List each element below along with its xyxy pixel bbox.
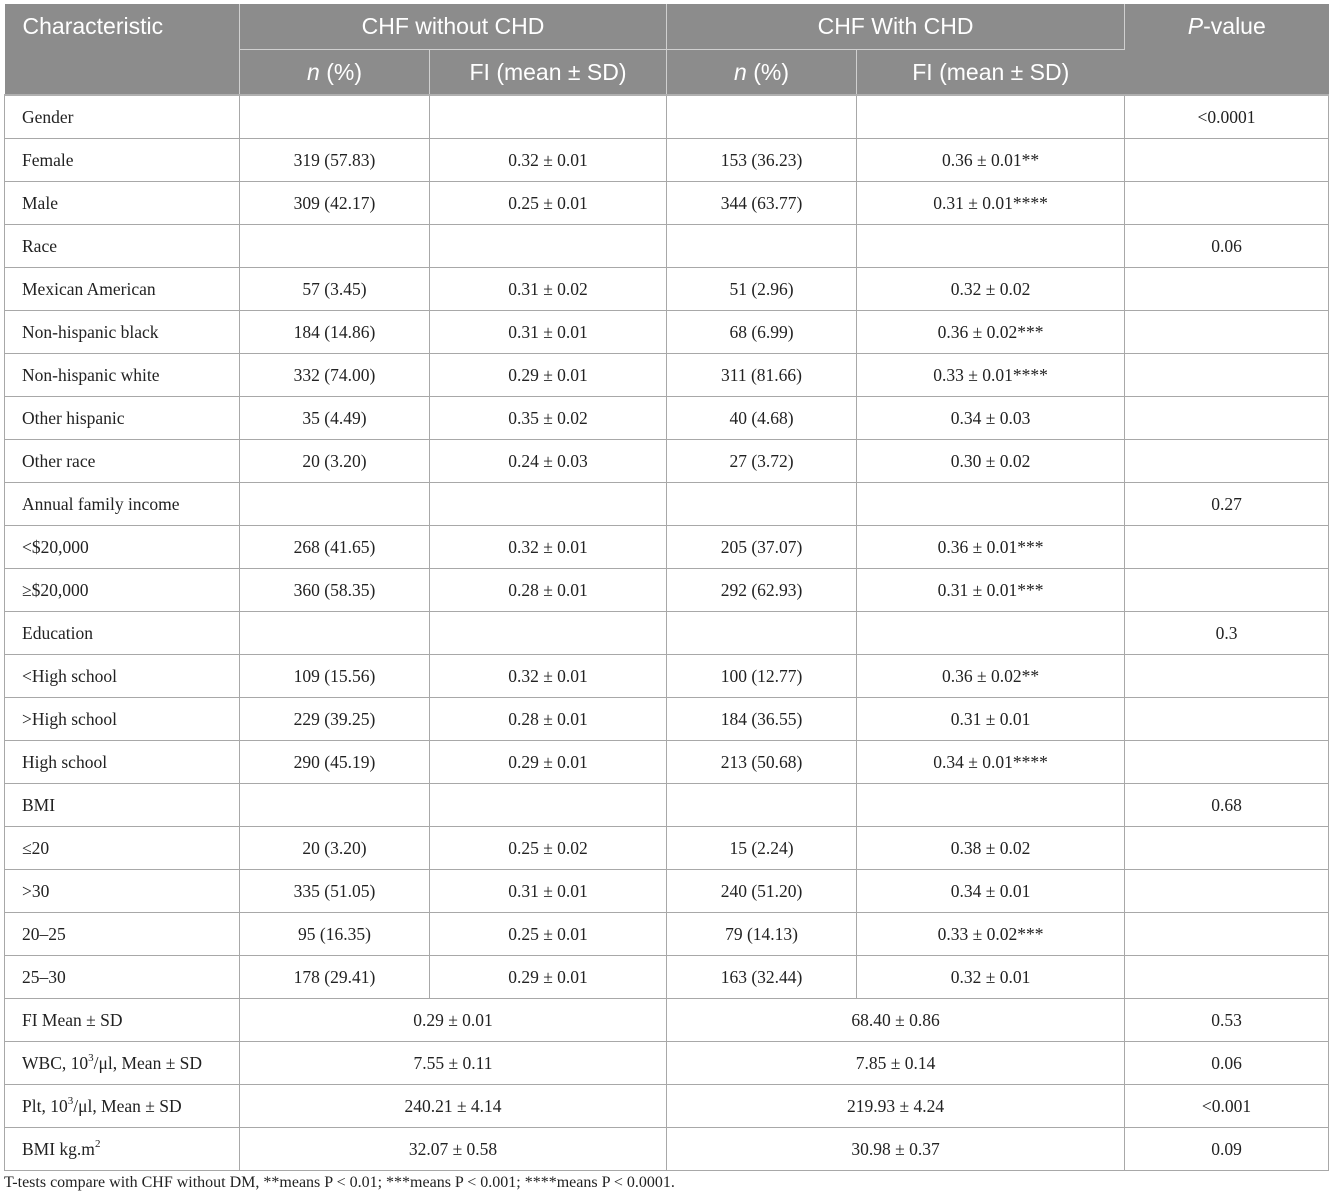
cell-fi-with-chd — [857, 612, 1125, 655]
cell-n-with-chd — [667, 483, 857, 526]
table-row-summary — [5, 1085, 1329, 1128]
header-n-rest-2: (%) — [746, 58, 789, 85]
cell-without-chd-merged: 7.55 ± 0.11 — [240, 1042, 667, 1085]
header-p-value — [1125, 4, 1329, 95]
cell-p-value: 0.06 — [1125, 1042, 1329, 1085]
cell-characteristic: Non-hispanic white — [5, 354, 240, 397]
cell-characteristic: 25–30 — [5, 956, 240, 999]
cell-fi-without-chd — [430, 95, 667, 139]
cell-characteristic — [5, 1128, 240, 1171]
label-superscript: 3 — [67, 1094, 74, 1107]
characteristics-table-container — [4, 4, 1328, 1171]
table-row-summary — [5, 999, 1329, 1042]
cell-n-with-chd — [667, 95, 857, 139]
cell-n-without-chd — [240, 95, 430, 139]
label-text: WBC, 10 — [22, 1052, 89, 1073]
cell-n-without-chd — [240, 784, 430, 827]
cell-characteristic: >High school — [5, 698, 240, 741]
cell-characteristic: Education — [5, 612, 240, 655]
cell-characteristic: >30 — [5, 870, 240, 913]
cell-fi-with-chd: 0.34 ± 0.03 — [857, 397, 1125, 440]
cell-fi-without-chd: 0.25 ± 0.02 — [430, 827, 667, 870]
cell-fi-with-chd: 0.36 ± 0.01** — [857, 139, 1125, 182]
cell-n-without-chd: 178 (29.41) — [240, 956, 430, 999]
header-n-italic-2: n — [734, 58, 747, 85]
cell-p-value — [1125, 827, 1329, 870]
cell-p-value — [1125, 311, 1329, 354]
cell-n-without-chd: 184 (14.86) — [240, 311, 430, 354]
cell-p-value: 0.27 — [1125, 483, 1329, 526]
cell-fi-without-chd: 0.31 ± 0.01 — [430, 870, 667, 913]
header-chf-with-chd: CHF With CHD — [667, 4, 1125, 50]
table-row — [5, 268, 1329, 311]
cell-p-value — [1125, 268, 1329, 311]
cell-fi-with-chd — [857, 784, 1125, 827]
cell-n-with-chd: 153 (36.23) — [667, 139, 857, 182]
cell-fi-without-chd: 0.24 ± 0.03 — [430, 440, 667, 483]
cell-n-with-chd: 51 (2.96) — [667, 268, 857, 311]
cell-fi-without-chd: 0.25 ± 0.01 — [430, 913, 667, 956]
cell-p-value — [1125, 182, 1329, 225]
cell-with-chd-merged: 7.85 ± 0.14 — [667, 1042, 1125, 1085]
cell-fi-with-chd: 0.31 ± 0.01 — [857, 698, 1125, 741]
cell-n-with-chd: 292 (62.93) — [667, 569, 857, 612]
cell-p-value: <0.001 — [1125, 1085, 1329, 1128]
label-superscript: 2 — [94, 1137, 101, 1150]
cell-n-with-chd — [667, 612, 857, 655]
label-superscript: 3 — [88, 1051, 94, 1064]
cell-characteristic — [5, 999, 240, 1042]
cell-n-with-chd: 100 (12.77) — [667, 655, 857, 698]
characteristics-table — [4, 4, 1329, 1171]
table-row — [5, 397, 1329, 440]
cell-p-value — [1125, 354, 1329, 397]
cell-n-with-chd: 27 (3.72) — [667, 440, 857, 483]
cell-p-value — [1125, 569, 1329, 612]
cell-p-value: 0.53 — [1125, 999, 1329, 1042]
cell-n-without-chd: 35 (4.49) — [240, 397, 430, 440]
table-row — [5, 655, 1329, 698]
cell-without-chd-merged: 0.29 ± 0.01 — [240, 999, 667, 1042]
cell-n-without-chd: 360 (58.35) — [240, 569, 430, 612]
cell-p-value — [1125, 440, 1329, 483]
table-row — [5, 354, 1329, 397]
cell-fi-with-chd: 0.30 ± 0.02 — [857, 440, 1125, 483]
cell-n-with-chd: 311 (81.66) — [667, 354, 857, 397]
cell-n-with-chd: 15 (2.24) — [667, 827, 857, 870]
label-text: Plt, 10 — [22, 1095, 68, 1116]
cell-characteristic: <$20,000 — [5, 526, 240, 569]
cell-n-with-chd: 240 (51.20) — [667, 870, 857, 913]
cell-characteristic: Other race — [5, 440, 240, 483]
cell-characteristic: BMI — [5, 784, 240, 827]
cell-fi-with-chd — [857, 95, 1125, 139]
cell-n-without-chd: 290 (45.19) — [240, 741, 430, 784]
cell-n-with-chd: 163 (32.44) — [667, 956, 857, 999]
label-suffix: /μl, Mean ± SD — [73, 1095, 182, 1116]
cell-characteristic: 20–25 — [5, 913, 240, 956]
cell-fi-with-chd: 0.32 ± 0.02 — [857, 268, 1125, 311]
header-p-rest: -value — [1203, 13, 1266, 39]
cell-n-with-chd — [667, 784, 857, 827]
table-row — [5, 741, 1329, 784]
cell-n-with-chd: 40 (4.68) — [667, 397, 857, 440]
table-row — [5, 870, 1329, 913]
table-row — [5, 612, 1329, 655]
cell-without-chd-merged: 32.07 ± 0.58 — [240, 1128, 667, 1171]
cell-characteristic: ≤20 — [5, 827, 240, 870]
cell-characteristic: Other hispanic — [5, 397, 240, 440]
cell-fi-without-chd: 0.31 ± 0.02 — [430, 268, 667, 311]
cell-fi-with-chd — [857, 225, 1125, 268]
cell-n-with-chd: 213 (50.68) — [667, 741, 857, 784]
cell-p-value: 0.09 — [1125, 1128, 1329, 1171]
cell-with-chd-merged: 219.93 ± 4.24 — [667, 1085, 1125, 1128]
header-p-italic: P — [1187, 13, 1204, 39]
cell-n-without-chd: 332 (74.00) — [240, 354, 430, 397]
header-chf-without-chd: CHF without CHD — [240, 4, 667, 50]
cell-fi-without-chd — [430, 612, 667, 655]
cell-p-value — [1125, 397, 1329, 440]
cell-without-chd-merged: 240.21 ± 4.14 — [240, 1085, 667, 1128]
table-row — [5, 956, 1329, 999]
cell-characteristic — [5, 1042, 240, 1085]
cell-p-value — [1125, 655, 1329, 698]
cell-fi-without-chd: 0.28 ± 0.01 — [430, 698, 667, 741]
cell-characteristic: Mexican American — [5, 268, 240, 311]
cell-fi-with-chd: 0.31 ± 0.01**** — [857, 182, 1125, 225]
cell-fi-with-chd: 0.33 ± 0.01**** — [857, 354, 1125, 397]
cell-fi-without-chd — [430, 784, 667, 827]
cell-with-chd-merged: 30.98 ± 0.37 — [667, 1128, 1125, 1171]
cell-fi-without-chd — [430, 225, 667, 268]
cell-characteristic: Female — [5, 139, 240, 182]
table-row — [5, 827, 1329, 870]
cell-n-without-chd — [240, 225, 430, 268]
cell-n-without-chd: 319 (57.83) — [240, 139, 430, 182]
cell-fi-without-chd: 0.32 ± 0.01 — [430, 655, 667, 698]
label-text: FI Mean ± SD — [22, 1009, 123, 1030]
table-row-summary — [5, 1042, 1329, 1085]
label-text: BMI kg.m — [22, 1138, 95, 1159]
cell-fi-without-chd: 0.29 ± 0.01 — [430, 741, 667, 784]
cell-n-without-chd: 20 (3.20) — [240, 827, 430, 870]
cell-fi-without-chd: 0.29 ± 0.01 — [430, 956, 667, 999]
table-row — [5, 913, 1329, 956]
cell-fi-without-chd: 0.28 ± 0.01 — [430, 569, 667, 612]
cell-fi-with-chd: 0.36 ± 0.02** — [857, 655, 1125, 698]
table-row-summary — [5, 1128, 1329, 1171]
cell-n-without-chd: 268 (41.65) — [240, 526, 430, 569]
cell-p-value: 0.3 — [1125, 612, 1329, 655]
cell-characteristic: Non-hispanic black — [5, 311, 240, 354]
cell-fi-with-chd — [857, 483, 1125, 526]
cell-characteristic: Annual family income — [5, 483, 240, 526]
cell-characteristic: Gender — [5, 95, 240, 139]
cell-n-without-chd: 95 (16.35) — [240, 913, 430, 956]
cell-p-value — [1125, 698, 1329, 741]
cell-n-without-chd — [240, 483, 430, 526]
cell-characteristic: <High school — [5, 655, 240, 698]
table-row — [5, 225, 1329, 268]
cell-fi-with-chd: 0.36 ± 0.01*** — [857, 526, 1125, 569]
header-fi-1: FI (mean ± SD) — [430, 50, 667, 96]
cell-n-with-chd: 344 (63.77) — [667, 182, 857, 225]
cell-fi-with-chd: 0.33 ± 0.02*** — [857, 913, 1125, 956]
header-n-percent-1 — [240, 50, 430, 96]
cell-fi-without-chd: 0.31 ± 0.01 — [430, 311, 667, 354]
header-characteristic: Characteristic — [5, 4, 240, 95]
cell-p-value — [1125, 870, 1329, 913]
cell-fi-with-chd: 0.32 ± 0.01 — [857, 956, 1125, 999]
cell-fi-without-chd — [430, 483, 667, 526]
header-n-percent-2 — [667, 50, 857, 96]
cell-p-value: <0.0001 — [1125, 95, 1329, 139]
cell-n-without-chd: 335 (51.05) — [240, 870, 430, 913]
cell-n-with-chd: 68 (6.99) — [667, 311, 857, 354]
cell-p-value — [1125, 741, 1329, 784]
cell-fi-without-chd: 0.32 ± 0.01 — [430, 526, 667, 569]
cell-n-with-chd: 205 (37.07) — [667, 526, 857, 569]
cell-fi-with-chd: 0.36 ± 0.02*** — [857, 311, 1125, 354]
cell-n-with-chd: 79 (14.13) — [667, 913, 857, 956]
cell-p-value — [1125, 913, 1329, 956]
cell-with-chd-merged: 68.40 ± 0.86 — [667, 999, 1125, 1042]
cell-p-value: 0.06 — [1125, 225, 1329, 268]
header-fi-2: FI (mean ± SD) — [857, 50, 1125, 96]
cell-n-without-chd: 309 (42.17) — [240, 182, 430, 225]
cell-fi-with-chd: 0.31 ± 0.01*** — [857, 569, 1125, 612]
table-row — [5, 483, 1329, 526]
table-row — [5, 784, 1329, 827]
table-row — [5, 440, 1329, 483]
cell-n-without-chd: 20 (3.20) — [240, 440, 430, 483]
cell-characteristic: Race — [5, 225, 240, 268]
label-suffix: /μl, Mean ± SD — [93, 1052, 203, 1073]
cell-fi-without-chd: 0.29 ± 0.01 — [430, 354, 667, 397]
cell-fi-with-chd: 0.34 ± 0.01 — [857, 870, 1125, 913]
cell-p-value — [1125, 139, 1329, 182]
cell-fi-without-chd: 0.35 ± 0.02 — [430, 397, 667, 440]
header-n-italic-1: n — [307, 58, 320, 85]
cell-n-without-chd: 229 (39.25) — [240, 698, 430, 741]
table-row — [5, 311, 1329, 354]
table-row — [5, 526, 1329, 569]
cell-p-value — [1125, 956, 1329, 999]
table-row — [5, 139, 1329, 182]
table-footnote: T-tests compare with CHF without DM, **means P < 0.01; ***means P < 0.001; ****means P < 0.0001. — [4, 1174, 675, 1191]
cell-characteristic — [5, 1085, 240, 1128]
cell-fi-with-chd: 0.34 ± 0.01**** — [857, 741, 1125, 784]
header-n-rest-1: (%) — [319, 58, 362, 85]
cell-characteristic: Male — [5, 182, 240, 225]
cell-characteristic: High school — [5, 741, 240, 784]
cell-p-value: 0.68 — [1125, 784, 1329, 827]
cell-fi-without-chd: 0.25 ± 0.01 — [430, 182, 667, 225]
cell-n-with-chd — [667, 225, 857, 268]
table-row — [5, 182, 1329, 225]
cell-n-with-chd: 184 (36.55) — [667, 698, 857, 741]
cell-fi-without-chd: 0.32 ± 0.01 — [430, 139, 667, 182]
cell-n-without-chd — [240, 612, 430, 655]
cell-fi-with-chd: 0.38 ± 0.02 — [857, 827, 1125, 870]
cell-n-without-chd: 57 (3.45) — [240, 268, 430, 311]
cell-p-value — [1125, 526, 1329, 569]
table-row — [5, 95, 1329, 139]
cell-characteristic: ≥$20,000 — [5, 569, 240, 612]
table-body — [5, 95, 1329, 1171]
table-row — [5, 698, 1329, 741]
table-row — [5, 569, 1329, 612]
cell-n-without-chd: 109 (15.56) — [240, 655, 430, 698]
